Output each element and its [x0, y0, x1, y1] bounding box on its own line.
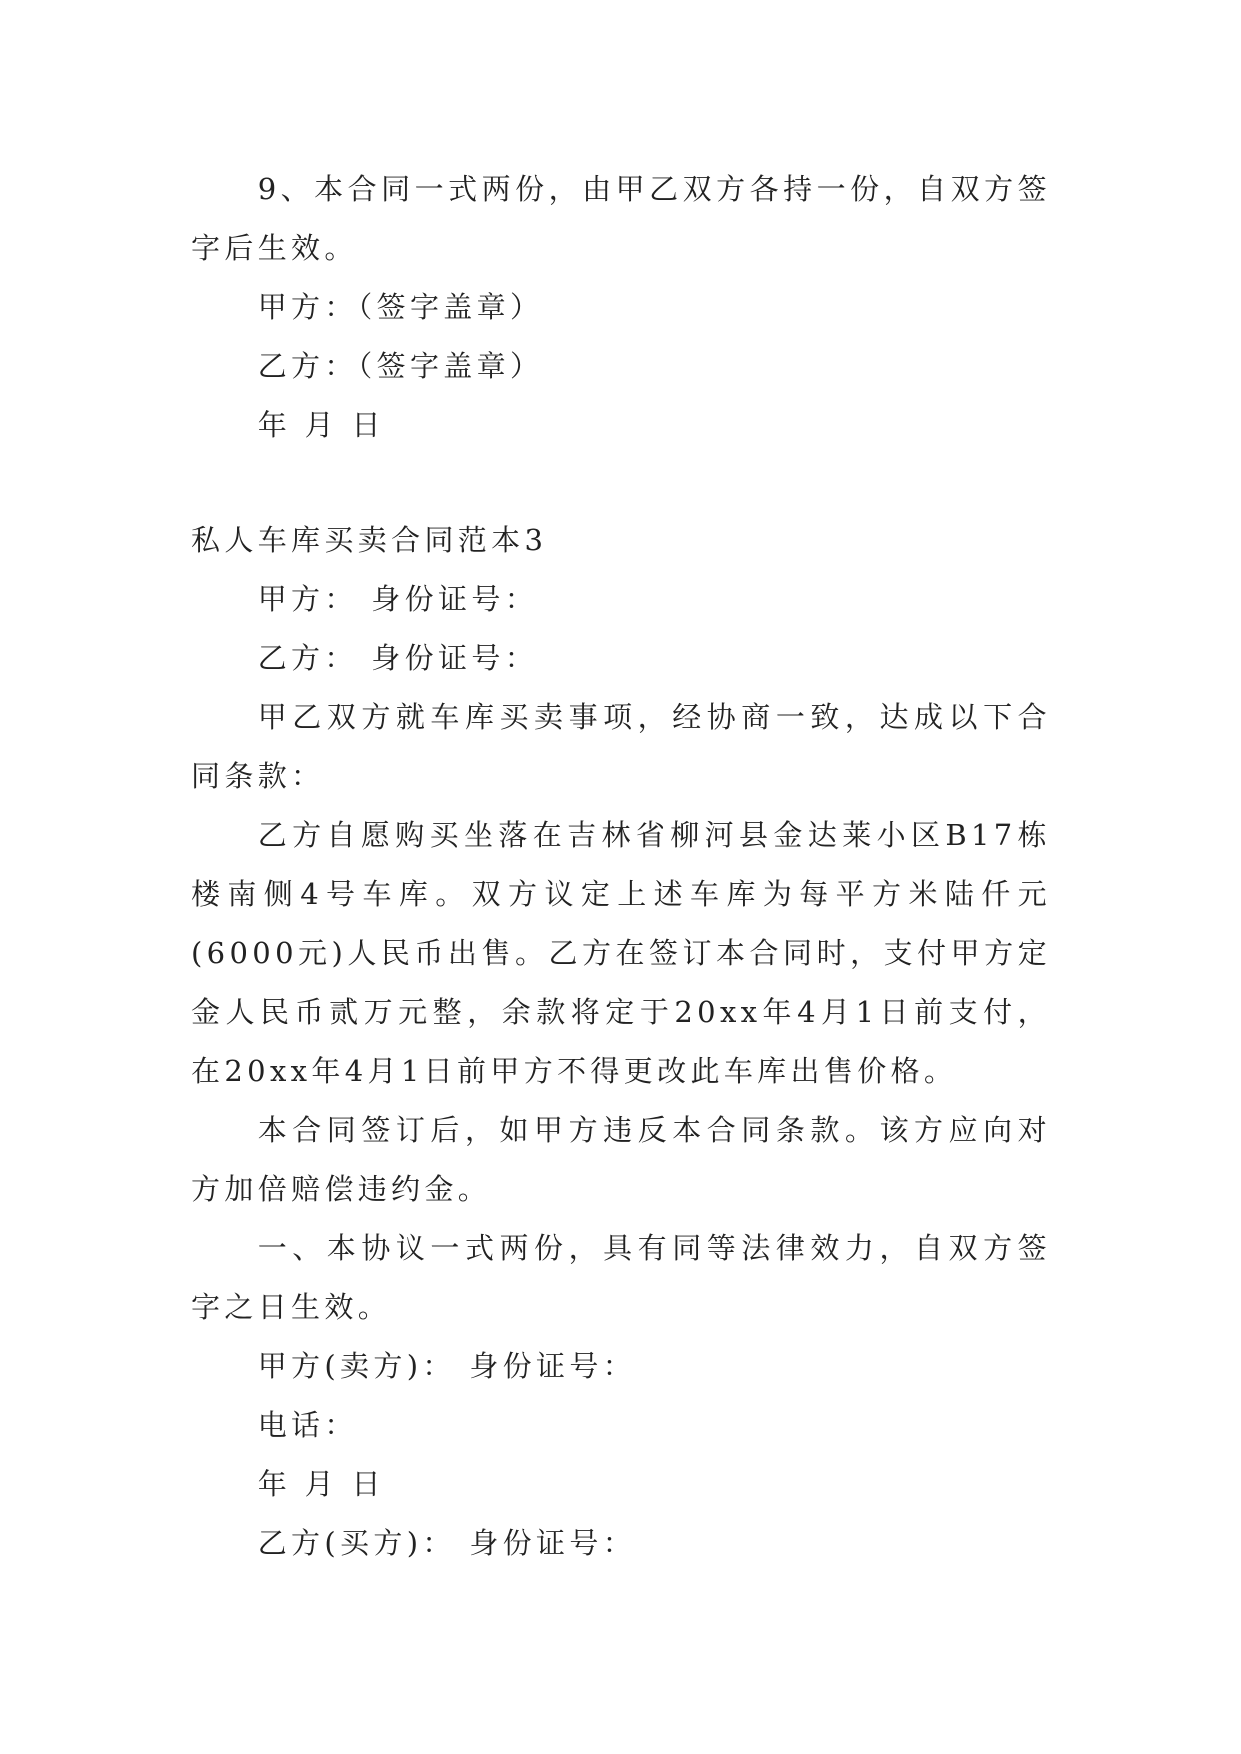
copies-clause: 一、本协议一式两份，具有同等法律效力，自双方签字之日生效。: [191, 1231, 1051, 1324]
seller-id: 甲方(卖方)： 身份证号：: [257, 1349, 637, 1383]
buyer-id: 乙方(买方)： 身份证号：: [257, 1526, 637, 1560]
section-gap: [191, 455, 1051, 511]
breach-clause: 本合同签订后，如甲方违反本合同条款。该方应向对方加倍赔偿违约金。: [191, 1113, 1051, 1206]
section-title: 私人车库买卖合同范本3: [191, 523, 548, 557]
party-a-id: 甲方： 身份证号：: [257, 582, 539, 616]
agreement-intro: 甲乙双方就车库买卖事项，经协商一致，达成以下合同条款：: [191, 700, 1051, 793]
date-line: 年 月 日: [257, 408, 385, 442]
purchase-terms: 乙方自愿购买坐落在吉林省柳河县金达莱小区B17栋楼南侧4号车库。双方议定上述车库为每平方米陆仟元(6000元)人民币出售。乙方在签订本合同时，支付甲方定金人民币贰万元整，余款将定于20xx年4月1日前支付，在20xx年4月1日前甲方不得更改此车库出售价格。: [191, 818, 1051, 1088]
clause-9: 9、本合同一式两份，由甲乙双方各持一份，自双方签字后生效。: [191, 172, 1051, 265]
document-body: [191, 160, 1051, 1573]
party-b-signature: 乙方：（签字盖章）: [257, 349, 544, 383]
party-b-id: 乙方： 身份证号：: [257, 641, 539, 675]
seller-phone: 电话：: [257, 1408, 358, 1442]
seller-date: 年 月 日: [257, 1467, 385, 1501]
party-a-signature: 甲方：（签字盖章）: [257, 290, 544, 324]
